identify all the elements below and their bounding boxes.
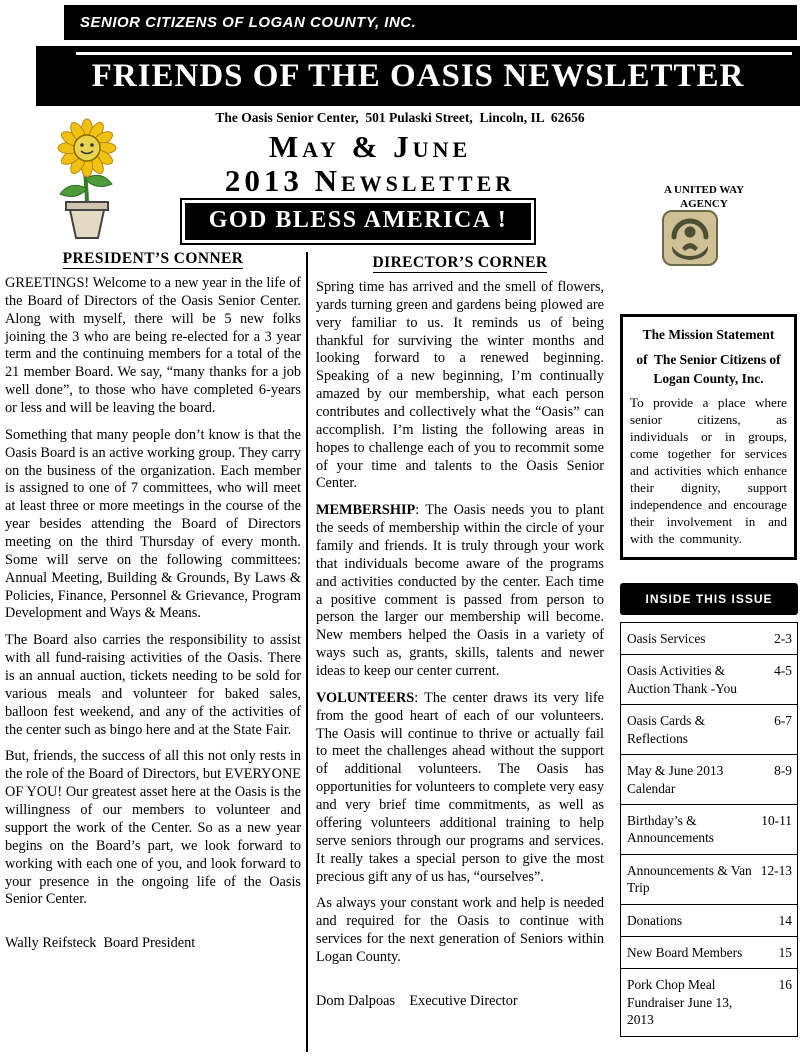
directors-corner-heading: DIRECTOR’S CORNER [372,254,548,271]
toc-row-announcements-vantrip [620,854,798,905]
presidents-paragraph-1: GREETINGS! Welcome to a new year in the life of the Board of Directors of the Oasis Senior Center. Along with myself, there will be 5 new folks joining the 3 who are being re-elected for a 3 year term and the continuing members for a total of the 21 member Board. We say, “many thanks for a job well done”, to those who have completed 6-years or less and will be leaving the board. [5,275,301,417]
toc-label: Oasis Services [627,631,706,646]
org-banner-text: SENIOR CITIZENS OF LOGAN COUNTY, INC. [80,14,417,31]
toc-row-oasis-services [620,622,798,655]
address-line: The Oasis Senior Center, 501 Pulaski Street, Lincoln, IL 62656 [215,110,585,125]
directors-corner-section [316,254,604,1024]
toc-row-cards-reflections [620,704,798,755]
inside-this-issue [620,583,798,1037]
directors-paragraph-volunteers [316,690,604,886]
column-divider [306,252,308,1052]
toc-pages: 12-13 [760,862,792,878]
toc-row-pork-chop-meal [620,968,798,1036]
mission-body-text: To provide a place where senior citizens, as individuals or in groups, come together for services and activities which enhance their dignity, support independence and encourage their involvement in and with the community. [630,395,787,547]
toc-label: Announcements & Van Trip [627,862,752,896]
toc-pages: 2-3 [774,631,792,646]
volunteers-text: : The center draws its very life from the good heart of each of our volunteers. The Oasis will continue to thrive or actually fail to meet the challenges ahead without the support of additional volunteers. The Oasis has opportunities for volunteers to complete very easy and very brief time commitments, as well as offering volunteers additional training to help serve seniors through our programs and services. It really takes a special person to give the most precious gift any of us has, “ourselves”. [316,689,604,885]
mission-statement-box [620,314,797,560]
volunteers-lead: VOLUNTEERS [316,689,415,706]
toc-label: Oasis Activities & Auction Thank -You [627,663,737,696]
toc-label: Oasis Cards & Reflections [627,713,706,746]
issue-month: May & June [268,129,472,164]
membership-text: : The Oasis needs you to plant the seeds of membership within the circle of your family and friends. It is truly through your work that individuals become aware of the programs and activities conducted by the center. Each time a positive comment is passed from person to person the larger our membership will become. New members helped the Oasis in a variety of ways such as, grants, skills, talents and newer ideas to keep our center current. [316,502,604,680]
united-way-logo-icon [662,210,718,266]
org-banner [64,5,797,40]
president-signature: Wally Reifsteck Board President [5,935,196,952]
toc-pages: 8-9 [774,763,792,779]
toc-label: New Board Members [627,945,743,961]
directors-paragraph-closing: As always your constant work and help is needed and required for the Oasis to continue with services for the next generation of Seniors within Logan County. [316,895,604,965]
director-signature: Dom Dalpoas Executive Director [316,992,518,1009]
inside-this-issue-rows [620,622,798,1037]
mission-title-line3: Logan County, Inc. [653,370,764,386]
title-banner-rule [76,52,792,55]
toc-pages: 6-7 [774,713,792,729]
toc-label: Birthday’s & Announcements [627,812,715,846]
united-way-label-line2: AGENCY [680,197,728,210]
toc-label: May & June 2013 Calendar [627,763,724,796]
mission-title-line1: The Mission Statement [642,327,775,342]
toc-row-calendar [620,754,798,805]
title-banner [36,46,800,106]
toc-label: Pork Chop Meal Fundraiser June 13, 2013 [627,977,733,1028]
newsletter-title: FRIENDS OF THE OASIS NEWSLETTER [91,58,745,94]
slogan-box [180,198,536,245]
directors-paragraph-membership [316,502,604,681]
toc-row-birthdays [620,804,798,855]
membership-lead: MEMBERSHIP [316,502,416,519]
issue-year: 2013 Newsletter [224,163,516,198]
toc-pages: 16 [778,977,792,993]
toc-pages: 15 [778,945,792,961]
presidents-corner-heading: PRESIDENT’S CONNER [62,250,244,267]
directors-corner-heading-row [316,254,604,272]
presidents-paragraph-2: Something that many people don’t know is that the Oasis Board is an active working group. They carry on the business of the organization. Each member is assigned to one of 7 committees, who will meet at least three or more meetings in the course of the year besides attending the Board of Directors meeting on the third Thursday of every month. Some will serve on the following committees: Annual Meeting, Building & Grounds, By Laws & Policies, Finance, Personnel & Grievance, Program Development and Ways & Means. [5,426,301,622]
toc-label: Donations [627,912,683,928]
united-way-label [644,184,764,212]
toc-pages: 14 [778,912,792,928]
directors-paragraph-intro: Spring time has arrived and the smell of flowers, yards turning green and gardens being plowed are very familiar to us. It reminds us of being thankful for surviving the winter months and looking forward to a renewed beginning. Speaking of a new beginning, I’m continually amazed by our membership, what each person contributes and collectively what the “Oasis” can accomplish. I’m listing the following areas in hopes to challenge each of you to recommit some of your time and talents to the Oasis Senior Center. [316,279,604,492]
toc-row-donations [620,904,798,937]
presidents-paragraph-3: The Board also carries the responsibility to assist with all fund-raising activities of the Oasis. There is an annual auction, tickets needing to be sold for various meals and volunteer for baked sales, balloon fest weekend, and any of the activities of the center such as bingo here and at the State Fair. [5,632,301,738]
toc-pages: 4-5 [774,663,792,679]
presidents-corner-heading-row [5,250,301,268]
inside-this-issue-header: INSIDE THIS ISSUE [620,583,798,615]
toc-pages: 10-11 [761,812,792,828]
toc-row-new-board-members [620,936,798,969]
presidents-paragraph-4: But, friends, the success of all this not only rests in the role of the Board of Directors, but EVERYONE OF YOU! Our greatest asset here at the Oasis is the willingness of our members to volunteer and support the work of the Center. So as a new year begins on the Board’s part, we look forward to working with each one of you, and look forward to your presence in the ongoing life of the Oasis Senior Center. [5,748,301,908]
mission-title-line2: of The Senior Citizens of [636,351,781,367]
sunflower-image [46,118,128,242]
united-way-label-line1: A UNITED WAY [663,184,745,196]
slogan-text: GOD BLESS AMERICA ! [185,203,531,240]
toc-row-activities-auction [620,654,798,705]
presidents-corner-section [5,250,301,967]
